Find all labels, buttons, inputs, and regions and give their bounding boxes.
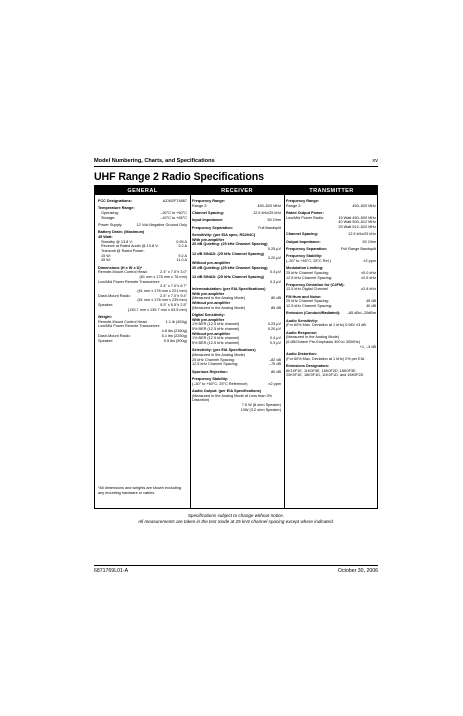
spec-label: Input Impedance: [192,218,224,223]
spec-label: Without pre-amplifier [192,301,231,306]
spec-row [192,204,281,209]
spec-value: –82 dB [268,357,281,362]
spec-label: Low/Mid Power Remote Transceiver: [98,324,161,329]
spec-label: Distortion) [192,398,210,403]
spec-label: (6 dB/Octave Pre-Emphasis 300 to 3000Hz) [286,340,361,345]
spec-value: 5.5 lbs (900g) [163,338,187,343]
spec-label: 25 kHz Channel Spacing: [192,357,235,362]
spec-value: 12.5 kHz/25 kHz [253,210,281,215]
spec-value: 12.5 kHz/25 kHz [348,232,376,237]
footnote-line: any mounting hardware or cables. [98,490,156,495]
spec-label: Remote-Mount Control Head: [98,270,148,275]
spec-value: 4.8 lbs (2160g) [161,329,187,334]
spec-row [286,357,376,362]
spec-row [192,382,281,387]
spec-label: FM Hum and Noise: [286,294,322,299]
spec-value: 11.0 A [176,258,187,263]
spec-value: ±2.8 kHz [361,287,376,292]
spec-label: 20K0F1E, 16K0F1D, 11K0F1D, and 16K0F2D [286,373,364,378]
spec-label: 1% BER (12.5 kHz channel) [192,322,240,327]
spec-value: 2.4" x 7.0"x 8.7" [160,284,187,289]
spec-label: (For 60% Max. Deviation at 1 kHz) 2% per EIA [286,356,365,361]
spec-label: Low/Mid Power Remote Transceiver: [98,279,161,284]
spec-value: 0.20 µV [267,327,281,332]
spec-row [98,199,187,204]
spec-label: With pre-amplifier [192,237,225,242]
spec-label: 12.5 kHz Channel Spacing: [192,362,239,367]
spec-value: –40°C to +85°C [160,215,187,220]
spec-value: ±2.5 kHz [361,275,376,280]
spec-label: Frequency Deviation for (C4FM): [286,282,345,287]
spec-value: 0.25 µV [267,322,281,327]
spec-row [98,339,187,344]
spec-label: Frequency Range: [286,199,320,203]
page-title: UHF Range 2 Radio Specifications [94,171,264,183]
spec-value: 80 dB [271,296,281,301]
spec-label: 12.5 kHz Channel Spacing: [286,304,333,309]
spec-value: 50 Ohm [267,218,281,223]
spec-label: Channel Spacing: [286,232,319,237]
spec-label: (–30° to +60°C; 25°C Ref.) [286,258,331,263]
spec-label: Sensitivity: (per EIA spec, RS204C) [192,232,256,237]
spec-label: Without pre-amplifier [192,260,231,265]
spec-value: 0.4 µV [269,270,281,275]
spec-value: ±2 ppm [268,381,281,386]
spec-value: 13W (3.2 ohm Speaker) [240,407,281,412]
section-title: Model Numbering, Charts, and Specifications [94,158,215,164]
footer-rule [94,565,378,566]
document-date: October 30, 2006 [337,568,378,574]
spec-notes [94,513,378,524]
spec-label: 15 W: [101,253,111,258]
spec-label: (Measured in the Analog Mode) [192,305,245,310]
spec-label: Without pre-amplifier [192,331,231,336]
spec-row [98,216,187,221]
spec-value: (61 mm x 178 mm x 221 mm) [137,289,187,294]
spec-label: 5% BER (12.5 kHz channel) [192,341,240,346]
header-rule [94,166,378,167]
spec-value: 0.4 µV [269,336,281,341]
spec-row [192,226,281,231]
spec-label: Digital Sensitivity: [192,313,225,317]
page-number: xv [372,158,378,164]
spec-label: Speaker: [98,338,114,343]
spec-value: +1, –3 dB [359,344,376,349]
spec-value: 15 Watt 450–500 MHz [338,215,376,220]
spec-value: 45 dB [366,299,376,304]
spec-label: 12 dB SINAD: (25 kHz Channel Spacing) [192,275,264,279]
spec-label: With pre-amplifier [192,317,225,322]
general-footnote [98,486,187,495]
note-line: Specifications subject to change without notice. [187,513,285,518]
spec-value: 1.1 lb (453g) [165,319,187,324]
spec-label: 45 W: [101,258,111,263]
column-divider [284,186,285,508]
note-line: All measurements are taken in the test mode at 25 kHz channel spacing except where indicated. [138,518,334,524]
spec-value: 2.4" x 7.0"x 3.0" [160,270,187,275]
spec-value: –75 dB [268,362,281,367]
spec-label: Modulation Limiting: [286,266,324,271]
spec-row [98,308,187,313]
spec-label: 12.5 kHz Digital Channel [286,287,328,292]
spec-label: 12.5 kHz Channel Spacing: [286,275,333,280]
spec-value: 80 dB [271,369,281,374]
spec-label: (–30° to +60°C; 25°C Reference) [192,381,248,386]
spec-value: 450–520 MHz [257,203,281,208]
spec-value: Full Range Bandsplit [340,246,376,251]
spec-row [286,259,376,264]
spec-label: Emission (Conduct/Radiated): [286,311,341,316]
receiver-column [192,199,281,412]
spec-label: Audio Output: (per EIA Specifications) [192,389,262,393]
column-header-general: GENERAL [127,187,158,194]
spec-row [286,225,376,230]
general-column [98,199,187,343]
spec-row [192,408,281,413]
document-number: 6871769L01-A [94,568,129,574]
column-header-receiver: RECEIVER [221,187,253,194]
spec-label: Frequency Stability: [286,254,323,259]
spec-label: 25 kHz Channel Spacing: [286,299,329,304]
spec-row [286,240,376,245]
spec-label: FCC Designations: [98,199,132,203]
spec-label: Rated Output Power: [286,210,324,215]
spec-row [286,287,376,292]
spec-row [286,311,376,316]
spec-label: 8K10F1E, 11K0F3E, 16K0F2D, 16K0F3E, [286,368,357,373]
spec-label: 25 kHz Channel Spacing: [286,270,329,275]
spec-value: ±5.0 kHz [361,270,376,275]
spec-label: Range 2: [192,203,208,208]
spec-value: (139.7 mm x 139.7 mm x 63.5 mm) [127,307,187,312]
spec-label: Storage: [101,215,116,220]
spec-table [94,185,378,509]
spec-label: Dash-Mount Radio: [98,293,131,298]
spec-value: Full Bandsplit [258,225,281,230]
spec-value: 0.3 µV [269,279,281,284]
spec-row [192,306,281,311]
spec-label: 1% BER (12.5 kHz channel) [192,336,240,341]
spec-label: (Measured in the Analog Mode) [192,353,245,358]
column-header-transmitter: TRANSMITTER [309,187,354,194]
spec-value: 0.95 A [176,239,187,244]
spec-label: (Measured in the Analog Mode at Less than 3% [192,393,272,398]
spec-label: Selectivity: (per EIA Specifications) [192,348,256,353]
spec-label: Audio Distortion: [286,352,318,356]
column-divider [190,186,191,508]
spec-label: Operating: [101,210,119,215]
spec-value: 5.1 lbs (2250g) [161,333,187,338]
spec-label: Receive at Rated Audio @ 13.8 V: [101,244,159,249]
footnote-line: *All dimensions and weights are shown excluding [98,486,181,490]
spec-label: (Measured in the Analog Mode) [192,296,245,301]
spec-row [98,258,187,263]
spec-value: 3.2 A [178,244,187,249]
spec-row [286,323,376,328]
spec-label: Audio Response: [286,330,318,335]
spec-value: –30°C to +60°C [160,210,187,215]
spec-value: 0.20 µV [267,256,281,261]
spec-row [286,345,376,350]
spec-label: Low/Mid Power Radio: [286,215,324,220]
transmitter-column [286,199,376,378]
spec-row [286,304,376,309]
spec-value: 85 dB [271,305,281,310]
spec-row [192,280,281,285]
spec-label: With pre-amplifier [192,291,225,296]
spec-label: Frequency Range: [192,199,226,203]
spec-label: (For 60% Max. Deviation at 1 kHz) 0.08V ±3 dB [286,323,366,328]
spec-label: Range 2: [286,203,302,208]
spec-row [192,341,281,346]
spec-label: Audio Sensitivity: [286,318,319,323]
spec-value: (61 mm x 178 mm x 239 mm) [137,298,187,303]
spec-value: 25 Watt 512–520 MHz [338,225,376,230]
spec-label: Temperature Range: [98,206,135,211]
spec-value: 5.5" x 5.5"x 2.5" [160,303,187,308]
spec-label: Weight: [98,315,112,320]
spec-row [286,276,376,281]
spec-row [286,247,376,252]
spec-label: Battery Drain: (Maximum) [98,230,145,235]
spec-value: 9.2 A [178,253,187,258]
spec-label: 12 dB SINAD: (25 kHz Channel Spacing) [192,251,264,256]
spec-table-header [95,186,377,195]
spec-label: Channel Spacing: [192,210,225,215]
spec-row [192,218,281,223]
spec-label: Frequency Stability: [192,377,229,382]
spec-value: 40 Watt 500–512 MHz [338,220,376,225]
spec-label: (Measured in the Analog Mode) [286,335,339,340]
spec-label: Intermodulation: (per EIA Specifications) [192,286,266,291]
spec-value: 50 Ohm [362,239,376,244]
spec-row [286,232,376,237]
spec-label: Dash-Mount Radio: [98,333,131,338]
spec-label: Standby @ 13.8 V: [101,239,133,244]
spec-value: ±2 ppm [363,258,376,263]
spec-label: Speaker: [98,303,114,308]
spec-row [286,373,376,378]
spec-value: 12 Vdc Negative Ground Only [136,222,187,227]
spec-label: Frequency Separation: [192,225,234,230]
spec-value: 2.4" x 7.0"x 9.4" [160,293,187,298]
spec-value: –85 dBc/–20dBm [346,311,376,316]
spec-label: Dimensions (H x W x D)* [98,265,143,270]
spec-row [192,370,281,375]
spec-row [286,204,376,209]
spec-value: (61 mm x 178 mm x 76 mm) [139,275,187,279]
spec-label: Remote-Mount Control Head: [98,319,148,324]
spec-row [192,362,281,367]
spec-value: 7.5 W (8 ohm Speaker) [241,403,281,408]
spec-value: 0.25 µV [267,246,281,251]
spec-label: 5% BER (12.5 kHz channel) [192,327,240,332]
spec-value: 40 dB [366,304,376,309]
spec-label: Output Impedance: [286,239,321,244]
spec-label: Power Supply: [98,222,123,227]
spec-row [192,211,281,216]
spec-label: 45 Watt: [98,234,113,239]
spec-label: 20 dB Quieting: (25 kHz Channel Spacing) [192,265,268,270]
spec-value: 450–520 MHz [352,203,376,208]
spec-label: 20 dB Quieting: (25 kHz Channel Spacing) [192,242,268,247]
spec-label: Transmit @ Rated Power: [101,248,145,253]
spec-label: Frequency Separation: [286,246,328,251]
spec-value: 0.3 µV [269,341,281,346]
spec-label: Emissions Designators: [286,363,330,368]
spec-value: AZ492FT4867 [162,199,187,203]
spec-label: Spurious Rejection: [192,369,228,374]
spec-row [98,223,187,228]
